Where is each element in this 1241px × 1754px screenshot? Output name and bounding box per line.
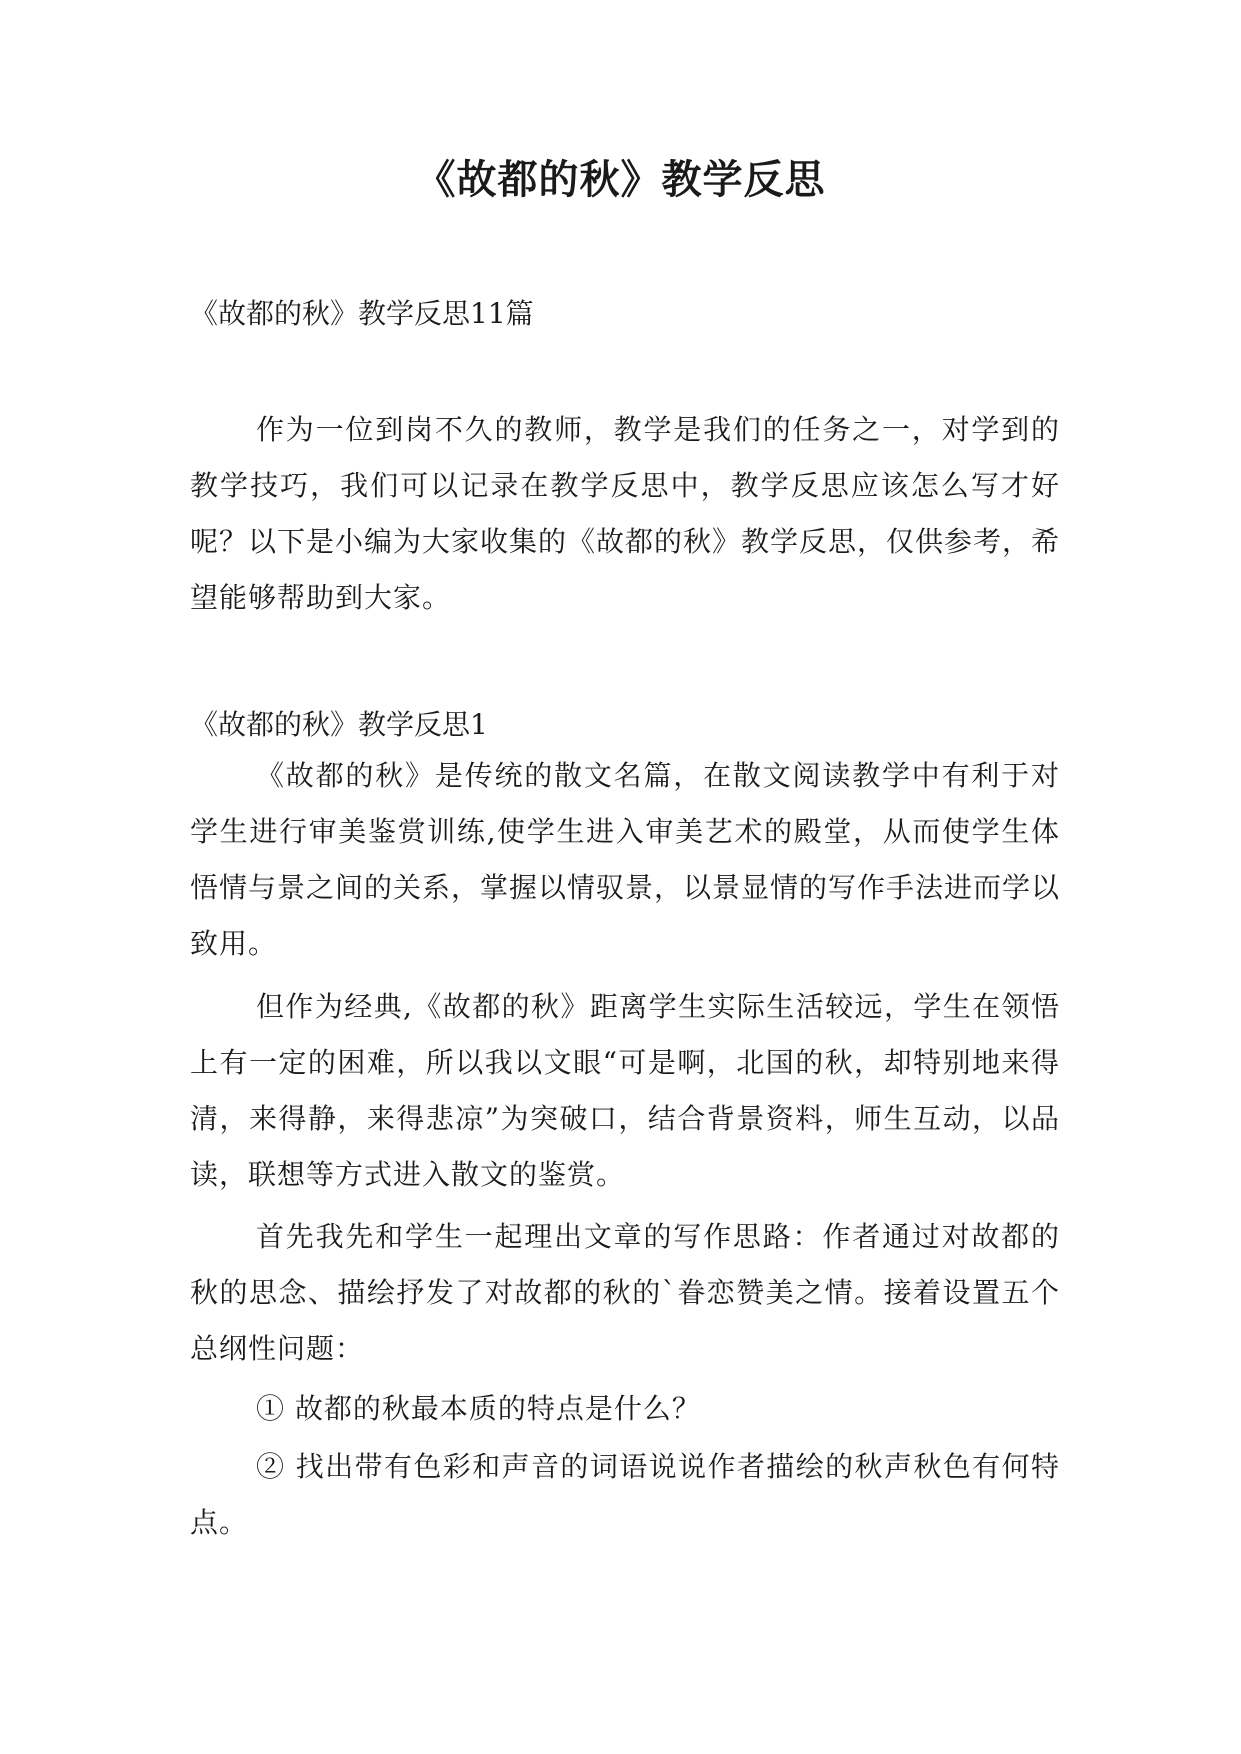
- body-paragraph: 《故都的秋》是传统的散文名篇，在散文阅读教学中有利于对学生进行审美鉴赏训练,使学生进入审美艺术的殿堂，从而使学生体悟情与景之间的关系，掌握以情驭景，以景显情的写作手法进而学以致用。: [190, 759, 1061, 960]
- question-item: ② 找出带有色彩和声音的词语说说作者描绘的秋声秋色有何特点。: [190, 1450, 1060, 1539]
- section-heading: 《故都的秋》教学反思1: [190, 708, 488, 741]
- page-title: 《故都的秋》教学反思: [415, 157, 826, 203]
- body-paragraph: 但作为经典,《故都的秋》距离学生实际生活较远，学生在领悟上有一定的困难，所以我以文眼“可是啊，北国的秋，却特别地来得清，来得静，来得悲凉”为突破口，结合背景资料，师生互动，以品读，联想等方式进入散文的鉴赏。: [190, 990, 1060, 1191]
- document-subtitle: 《故都的秋》教学反思11篇: [190, 297, 534, 330]
- body-paragraph: 首先我先和学生一起理出文章的写作思路：作者通过对故都的秋的思念、描绘抒发了对故都的秋的`眷恋赞美之情。接着设置五个总纲性问题：: [190, 1220, 1060, 1365]
- question-item: ① 故都的秋最本质的特点是什么？: [256, 1392, 701, 1425]
- intro-paragraph: 作为一位到岗不久的教师，教学是我们的任务之一，对学到的教学技巧，我们可以记录在教学反思中，教学反思应该怎么写才好呢？以下是小编为大家收集的《故都的秋》教学反思，仅供参考，希望能够帮助到大家。: [190, 413, 1061, 614]
